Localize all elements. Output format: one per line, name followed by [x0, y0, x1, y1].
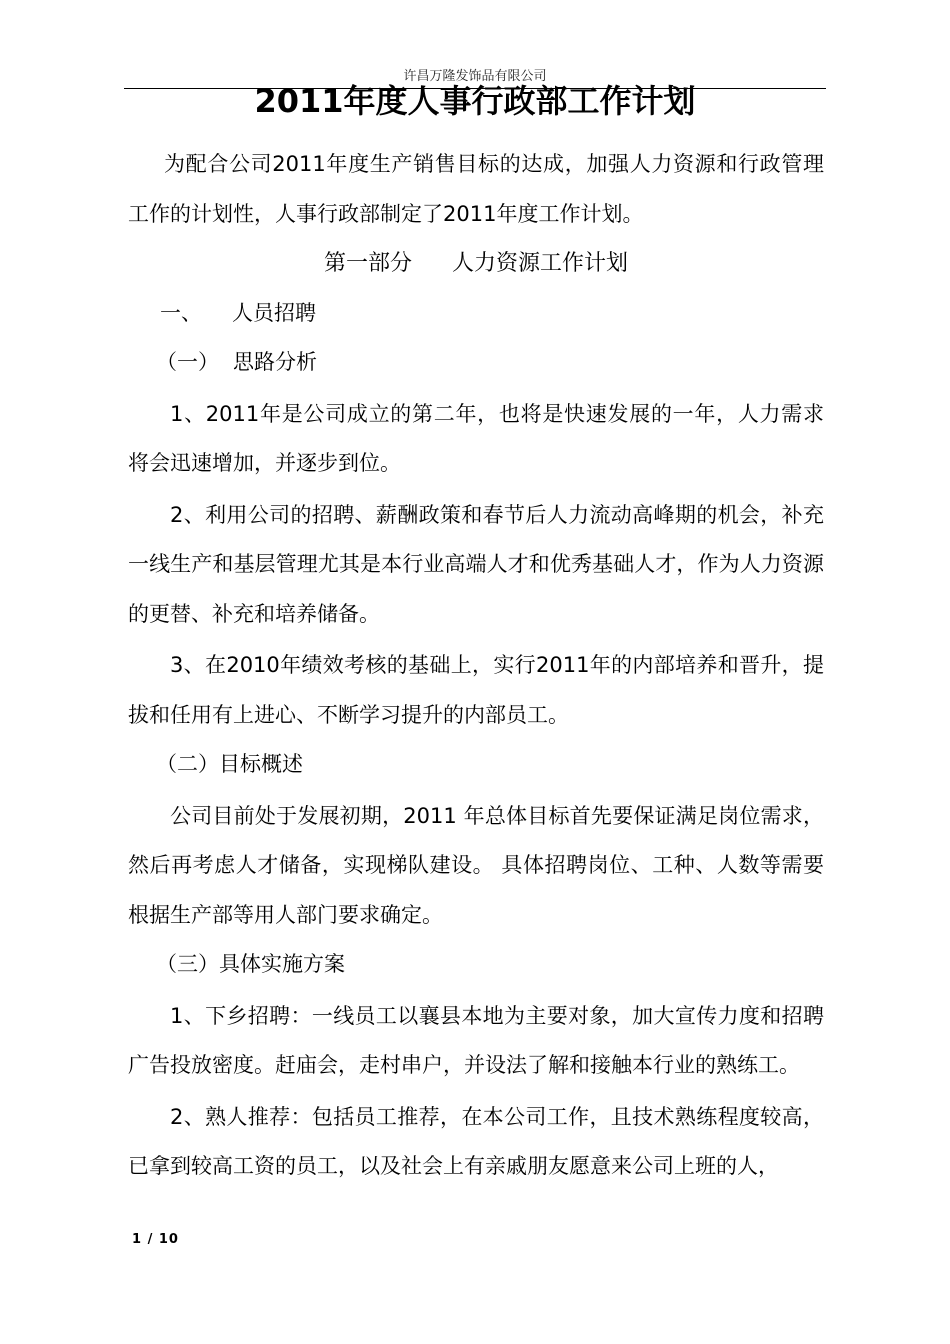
section-number: 一、: [160, 300, 202, 325]
subsection-heading: [128, 338, 824, 388]
subsection-number: （一）: [156, 350, 219, 374]
document-body: [128, 140, 824, 1192]
subsection-title: 思路分析: [233, 350, 317, 374]
analysis-item: 2、利用公司的招聘、薪酬政策和春节后人力流动高峰期的机会，补充一线生产和基层管理尤其是本行业高端人才和优秀基础人才，作为人力资源的更替、补充和培养储备。: [128, 502, 824, 626]
page-header-company: 许昌万隆发饰品有限公司: [403, 69, 547, 84]
part-number: 第一部分: [323, 251, 412, 276]
document-title: 2011年度人事行政部工作计划: [254, 82, 696, 120]
plan-item: 2、熟人推荐：包括员工推荐，在本公司工作，且技术熟练程度较高，已拿到较高工资的员工，以及社会上有亲戚朋友愿意来公司上班的人，: [128, 1104, 824, 1178]
page-number: 1 / 10: [132, 1232, 179, 1247]
section-title: 人员招聘: [232, 300, 316, 325]
analysis-item: 1、2011年是公司成立的第二年，也将是快速发展的一年，人力需求将会迅速增加，并逐步到位。: [128, 401, 824, 475]
section-heading: [128, 289, 824, 339]
subsection-heading-plan: （三）具体实施方案: [156, 952, 345, 976]
part-title: 人力资源工作计划: [452, 251, 629, 276]
goal-paragraph: 公司目前处于发展初期，2011 年总体目标首先要保证满足岗位需求，然后再考虑人才储备，实现梯队建设。 具体招聘岗位、工种、人数等需要根据生产部等用人部门要求确定。: [128, 803, 824, 927]
subsection-heading-goal: （二）目标概述: [156, 752, 303, 776]
analysis-item: 3、在2010年绩效考核的基础上，实行2011年的内部培养和晋升，提拔和任用有上进心、不断学习提升的内部员工。: [128, 653, 824, 727]
plan-item: 1、下乡招聘：一线员工以襄县本地为主要对象，加大宣传力度和招聘广告投放密度。赶庙会，走村串户，并设法了解和接触本行业的熟练工。: [128, 1003, 824, 1077]
part-heading: [128, 239, 824, 289]
intro-paragraph: 为配合公司2011年度生产销售目标的达成，加强人力资源和行政管理工作的计划性，人事行政部制定了2011年度工作计划。: [128, 152, 824, 226]
